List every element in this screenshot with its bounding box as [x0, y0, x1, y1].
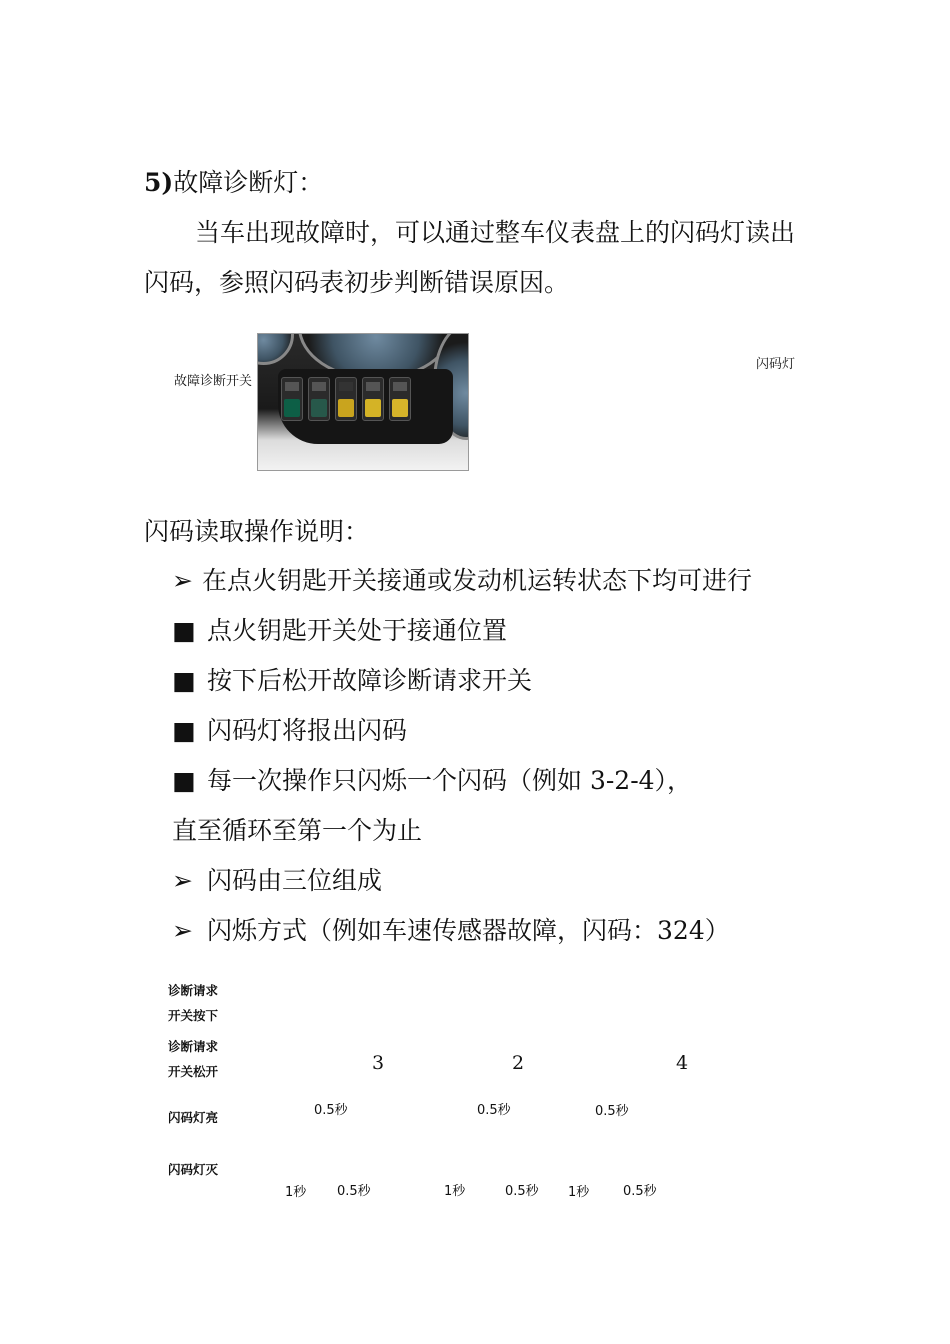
square-bullet-icon: ■	[172, 616, 196, 645]
arrow-bullet-icon: ➢	[172, 566, 193, 595]
diagnostic-request-switch	[281, 377, 303, 421]
switch-3	[335, 377, 357, 421]
list-item: ➢ 在点火钥匙开关接通或发动机运转状态下均可进行	[172, 566, 753, 595]
on-duration-label: 0.5秒	[477, 1103, 511, 1118]
gauge-left	[257, 333, 294, 365]
switch-5	[389, 377, 411, 421]
list-item: ➢ 闪码由三位组成	[172, 866, 383, 895]
digit-label: 2	[512, 1052, 525, 1074]
row-label: 闪码灯灭	[168, 1162, 219, 1177]
switch-4	[362, 377, 384, 421]
switch-panel	[278, 369, 453, 444]
row-label: 闪码灯亮	[168, 1110, 219, 1125]
on-duration-label: 0.5秒	[314, 1103, 348, 1118]
square-bullet-icon: ■	[172, 716, 196, 745]
dashboard-photo	[257, 333, 469, 471]
instructions-title: 闪码读取操作说明：	[144, 517, 370, 546]
digit-label: 3	[372, 1052, 385, 1074]
row-label: 诊断请求	[168, 983, 219, 998]
list-item: ■ 闪码灯将报出闪码	[172, 716, 408, 745]
arrow-bullet-icon: ➢	[172, 866, 193, 895]
off-duration-label: 1秒	[568, 1185, 590, 1200]
section-number: 5)	[144, 168, 174, 197]
flash-lamp-label: 闪码灯	[756, 357, 796, 372]
off-duration-label: 1秒	[444, 1184, 466, 1199]
off-duration-label: 0.5秒	[505, 1184, 539, 1199]
section-heading	[144, 168, 323, 198]
square-bullet-icon: ■	[172, 766, 196, 795]
list-item: ■ 点火钥匙开关处于接通位置	[172, 616, 508, 645]
list-item: ➢ 闪烁方式（例如车速传感器故障，闪码：324）	[172, 916, 730, 945]
intro-line-1: 当车出现故障时，可以通过整车仪表盘上的闪码灯读出	[195, 218, 796, 247]
off-duration-label: 0.5秒	[337, 1184, 371, 1199]
set-switch	[308, 377, 330, 421]
section-title: 故障诊断灯：	[173, 168, 324, 197]
list-item: ■ 按下后松开故障诊断请求开关	[172, 666, 533, 695]
square-bullet-icon: ■	[172, 666, 196, 695]
row-label: 开关松开	[168, 1064, 219, 1079]
digit-label: 4	[676, 1052, 689, 1074]
on-duration-label: 0.5秒	[595, 1104, 629, 1119]
intro-line-2: 闪码，参照闪码表初步判断错误原因。	[144, 268, 570, 297]
list-item-continuation: 直至循环至第一个为止	[172, 816, 423, 845]
off-duration-label: 0.5秒	[623, 1184, 657, 1199]
list-item: ■ 每一次操作只闪烁一个闪码（例如 3-2-4），	[172, 766, 693, 795]
row-label: 诊断请求	[168, 1039, 219, 1054]
off-duration-label: 1秒	[285, 1185, 307, 1200]
diagnostic-switch-label: 故障诊断开关	[174, 374, 253, 389]
row-label: 开关按下	[168, 1008, 219, 1023]
arrow-bullet-icon: ➢	[172, 916, 193, 945]
